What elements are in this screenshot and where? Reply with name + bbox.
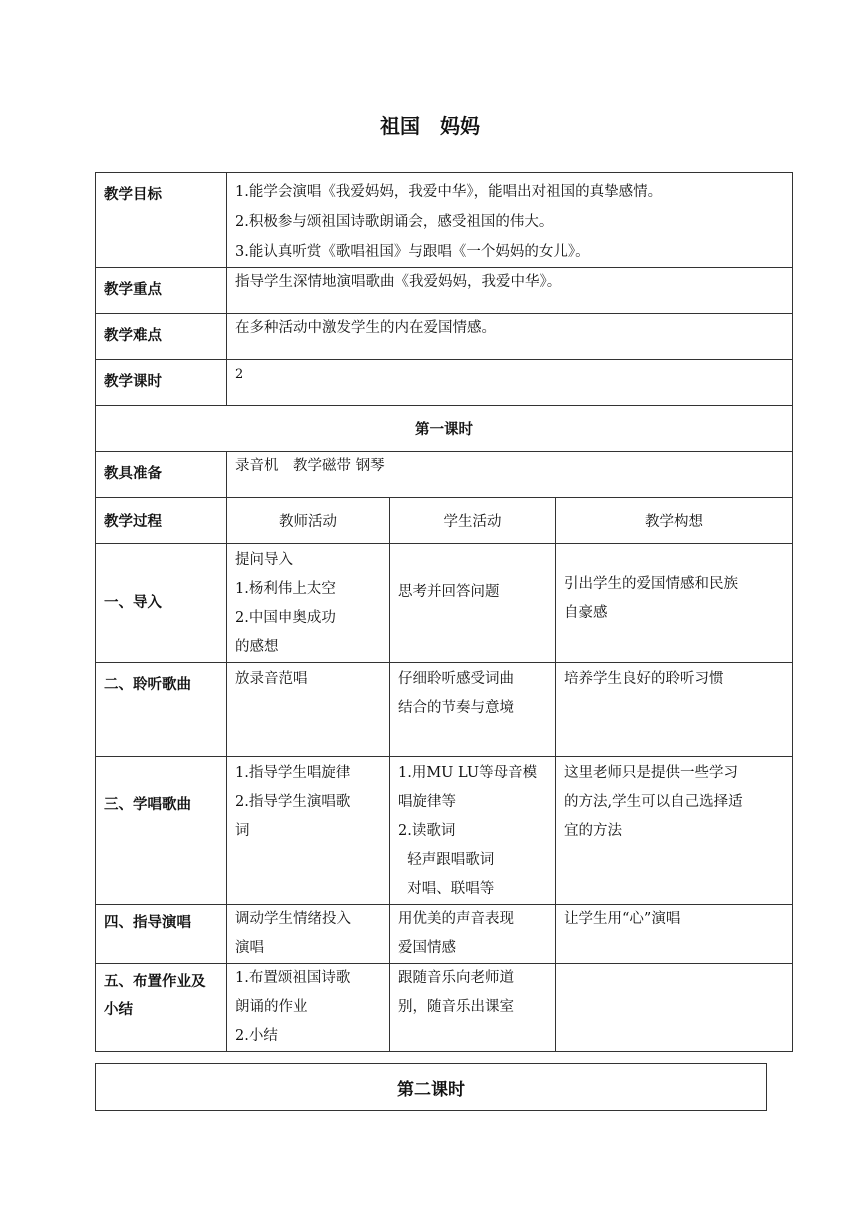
teacher-line: 1.指导学生唱旋律 bbox=[235, 765, 351, 781]
teacher-line: 2.中国申奥成功 bbox=[235, 610, 336, 626]
idea-line: 这里老师只是提供一些学习 bbox=[564, 765, 738, 781]
teaching-idea bbox=[556, 905, 793, 964]
process-step bbox=[96, 964, 227, 1052]
teacher-line: 词 bbox=[235, 823, 250, 839]
student-line: 1.用MU LU等母音模 bbox=[398, 765, 538, 781]
process-label: 教学过程 bbox=[96, 498, 227, 544]
objectives-label: 教学目标 bbox=[96, 173, 227, 268]
student-line: 轻声跟唱歌词 bbox=[398, 852, 495, 868]
class-hours-row bbox=[96, 360, 793, 406]
process-row bbox=[96, 544, 793, 663]
objective-line: 2.积极参与颂祖国诗歌朗诵会，感受祖国的伟大。 bbox=[235, 214, 554, 230]
lesson1-heading-row bbox=[96, 406, 793, 452]
process-step-line: 五、布置作业及 bbox=[104, 974, 206, 990]
student-line: 用优美的声音表现 bbox=[398, 911, 514, 927]
difficulties-label: 教学难点 bbox=[96, 314, 227, 360]
process-step: 三、学唱歌曲 bbox=[96, 757, 227, 905]
student-line: 唱旋律等 bbox=[398, 794, 456, 810]
class-hours-label: 教学课时 bbox=[96, 360, 227, 406]
teacher-line: 2.小结 bbox=[235, 1028, 278, 1044]
lesson-plan-table bbox=[95, 172, 793, 1052]
student-activity bbox=[390, 663, 556, 757]
idea-line: 的方法,学生可以自己选择适 bbox=[564, 794, 743, 810]
difficulties-text: 在多种活动中激发学生的内在爱国情感。 bbox=[227, 314, 793, 360]
student-activity bbox=[390, 757, 556, 905]
teaching-idea bbox=[556, 964, 793, 1052]
page-title: 祖国 妈妈 bbox=[380, 114, 480, 138]
student-line: 跟随音乐向老师道 bbox=[398, 970, 514, 986]
process-step: 二、聆听歌曲 bbox=[96, 663, 227, 757]
objective-line: 1.能学会演唱《我爱妈妈，我爱中华》，能唱出对祖国的真挚感情。 bbox=[235, 184, 663, 200]
student-line: 爱国情感 bbox=[398, 940, 456, 956]
teacher-line: 演唱 bbox=[235, 940, 264, 956]
lesson2-heading: 第二课时 bbox=[95, 1063, 767, 1111]
lesson1-heading: 第一课时 bbox=[96, 406, 793, 452]
student-activity bbox=[390, 544, 556, 663]
process-step-line: 小结 bbox=[104, 1002, 133, 1018]
process-row bbox=[96, 905, 793, 964]
idea-line: 自豪感 bbox=[564, 605, 608, 621]
objectives-content bbox=[227, 173, 793, 268]
materials-text: 录音机 教学磁带 钢琴 bbox=[227, 452, 793, 498]
student-line: 仔细聆听感受词曲 bbox=[398, 671, 514, 687]
student-line: 思考并回答问题 bbox=[398, 583, 500, 600]
process-row bbox=[96, 964, 793, 1052]
idea-line: 让学生用“心”演唱 bbox=[564, 911, 681, 927]
teacher-activity bbox=[227, 544, 390, 663]
column-header-idea: 教学构想 bbox=[556, 498, 793, 544]
student-activity bbox=[390, 964, 556, 1052]
materials-row bbox=[96, 452, 793, 498]
teaching-idea bbox=[556, 757, 793, 905]
process-row bbox=[96, 757, 793, 905]
teacher-line: 2.指导学生演唱歌 bbox=[235, 794, 351, 810]
teacher-activity bbox=[227, 964, 390, 1052]
teacher-line: 提问导入 bbox=[235, 552, 293, 568]
process-header-row bbox=[96, 498, 793, 544]
process-step: 一、导入 bbox=[96, 544, 227, 663]
teacher-activity bbox=[227, 905, 390, 964]
idea-line: 培养学生良好的聆听习惯 bbox=[564, 671, 724, 687]
class-hours-value: 2 bbox=[227, 360, 793, 406]
teacher-line: 调动学生情绪投入 bbox=[235, 911, 351, 927]
process-step: 四、指导演唱 bbox=[96, 905, 227, 964]
teacher-line: 放录音范唱 bbox=[235, 671, 308, 687]
objectives-row bbox=[96, 173, 793, 268]
key-points-label: 教学重点 bbox=[96, 268, 227, 314]
teaching-idea bbox=[556, 544, 793, 663]
idea-line: 宜的方法 bbox=[564, 823, 622, 839]
teacher-activity bbox=[227, 757, 390, 905]
teacher-activity bbox=[227, 663, 390, 757]
key-points-text: 指导学生深情地演唱歌曲《我爱妈妈，我爱中华》。 bbox=[227, 268, 793, 314]
key-points-row bbox=[96, 268, 793, 314]
column-header-student: 学生活动 bbox=[390, 498, 556, 544]
student-line: 别，随音乐出课室 bbox=[398, 999, 514, 1015]
teacher-line: 的感想 bbox=[235, 639, 279, 655]
teacher-line: 1.杨利伟上太空 bbox=[235, 581, 336, 597]
objective-line: 3.能认真听赏《歌唱祖国》与跟唱《一个妈妈的女儿》。 bbox=[235, 244, 590, 260]
column-header-teacher: 教师活动 bbox=[227, 498, 390, 544]
idea-line: 引出学生的爱国情感和民族 bbox=[564, 576, 738, 592]
teaching-idea bbox=[556, 663, 793, 757]
process-row bbox=[96, 663, 793, 757]
student-activity bbox=[390, 905, 556, 964]
teacher-line: 1.布置颂祖国诗歌 bbox=[235, 970, 351, 986]
teacher-line: 朗诵的作业 bbox=[235, 999, 308, 1015]
student-line: 结合的节奏与意境 bbox=[398, 700, 514, 716]
difficulties-row bbox=[96, 314, 793, 360]
materials-label: 教具准备 bbox=[96, 452, 227, 498]
student-line: 对唱、联唱等 bbox=[398, 881, 495, 897]
student-line: 2.读歌词 bbox=[398, 823, 456, 839]
